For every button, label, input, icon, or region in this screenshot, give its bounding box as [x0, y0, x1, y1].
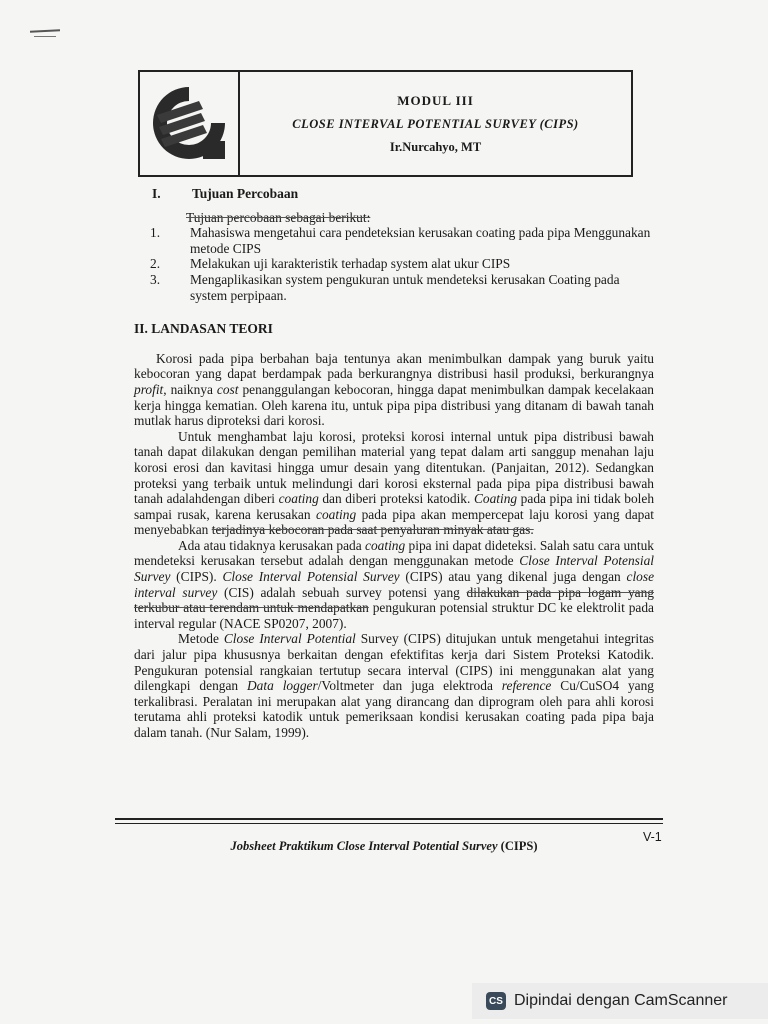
section-title: Tujuan Percobaan: [192, 186, 299, 201]
list-text: Mengaplikasikan system pengukuran untuk mendeteksi kerusakan Coating pada system perpipaan.: [190, 271, 620, 303]
section-heading: [134, 186, 654, 202]
list-number: 2.: [150, 256, 161, 272]
module-author: Ir.Nurcahyo, MT: [389, 139, 482, 154]
list-item: [134, 225, 654, 256]
camscanner-icon: CS: [486, 992, 506, 1010]
list-item: [134, 256, 654, 272]
list-number: 1.: [150, 225, 161, 241]
list-text: Mahasiswa mengetahui cara pendeteksian kerusakan coating pada pipa Menggunakan metode CIPS: [190, 225, 651, 256]
page-number: V-1: [643, 830, 662, 844]
paragraph-1: Korosi pada pipa berbahan baja tentunya akan menimbulkan dampak yang buruk yaitu kebocoran yang dapat berdampak pada berkurangnya distribusi hasil produksi, berkurangnya profit, naiknya cost penanggulangan kebocoran, hingga dapat menimbulkan dampak kecelakaan kerja hingga kematian. Oleh karena itu, untuk pipa pipa distribusi yang ditanam di bawah tanah mutlak harus diproteksi dari korosi.: [134, 350, 654, 429]
scan-artifact: [30, 29, 60, 33]
scan-artifact: [34, 36, 56, 37]
module-subtitle: CLOSE INTERVAL POTENTIAL SURVEY (CIPS): [292, 116, 579, 131]
header-title-block: [240, 72, 631, 175]
module-title: MODUL III: [397, 92, 474, 108]
list-number: 3.: [150, 271, 161, 287]
camscanner-watermark: [472, 983, 768, 1019]
watermark-text: Dipindai dengan CamScanner: [514, 992, 728, 1009]
logo-emblem-icon: [147, 81, 231, 167]
institution-logo: [140, 72, 240, 175]
list-item: [134, 272, 654, 303]
footer-divider: [115, 818, 663, 820]
document-body: [134, 186, 654, 741]
list-text: Melakukan uji karakteristik terhadap system alat ukur CIPS: [190, 256, 511, 272]
paragraph-3: Ada atau tidaknya kerusakan pada coating pipa ini dapat dideteksi. Salah satu cara untuk mendeteksi kerusakan tersebut adalah dengan menggunakan metode Close Interval Potensial Survey (CIPS). Close Interval Potensial Survey (CIPS) atau yang dikenal juga dengan close interval survey (CIS) adalah sebuah survey potensi yang dilakukan pada pipa logam yang terkubur atau terendam untuk mendapatkan pengukuran potensial struktur DC ke elektrolit pada interval regular (NACE SP0207, 2007).: [134, 537, 655, 631]
paragraph-4: Metode Close Interval Potential Survey (CIPS) ditujukan untuk mengetahui integritas dari jalur pipa khususnya berkaitan dengan efektifitas kerja dari Sistem Proteksi Katodik. Pengukuran potensial rangkaian tertutup secara interval (CIPS) ini menggunakan alat yang dilengkapi dengan Data logger/Voltmeter dan juga elektroda reference Cu/CuSO4 yang terkalibrasi. Peralatan ini merupakan alat yang dirancang dan diprogram oleh para ahli korosi terutama ahli proteksi katodik untuk pemeriksaan kondisi kerusakan coating pada pipa baja dalam tanah. (Nur Salam, 1999).: [134, 631, 654, 740]
paragraph-2: Untuk menghambat laju korosi, proteksi korosi internal untuk pipa distribusi bawah tanah dapat dilakukan dengan pemilihan material yang tepat dalam arti sanggup menahan laju korosi erosi dan kavitasi hingga umur desain yang ditentukan. (Panjaitan, 2012). Sedangkan proteksi yang terbaik untuk melindungi dari korosi eksternal pada pipa pipa distribusi bawah tanah adalahdengan diberi coating dan diberi proteksi katodik. Coating pada pipa ini tidak boleh sampai rusak, karena kerusakan coating pada pipa akan mempercepat laju korosi yang dapat menyebabkan terjadinya kebocoran pada saat penyaluran minyak atau gas.: [134, 428, 655, 538]
section-intro: Tujuan percobaan sebagai berikut:: [186, 209, 371, 225]
footer-divider: [115, 823, 663, 824]
footer-caption: Jobsheet Praktikum Close Interval Potential Survey (CIPS): [230, 839, 538, 853]
section-number: I.: [152, 186, 161, 201]
section-heading-2: II. LANDASAN TEORI: [134, 321, 273, 337]
module-header: [138, 70, 633, 177]
